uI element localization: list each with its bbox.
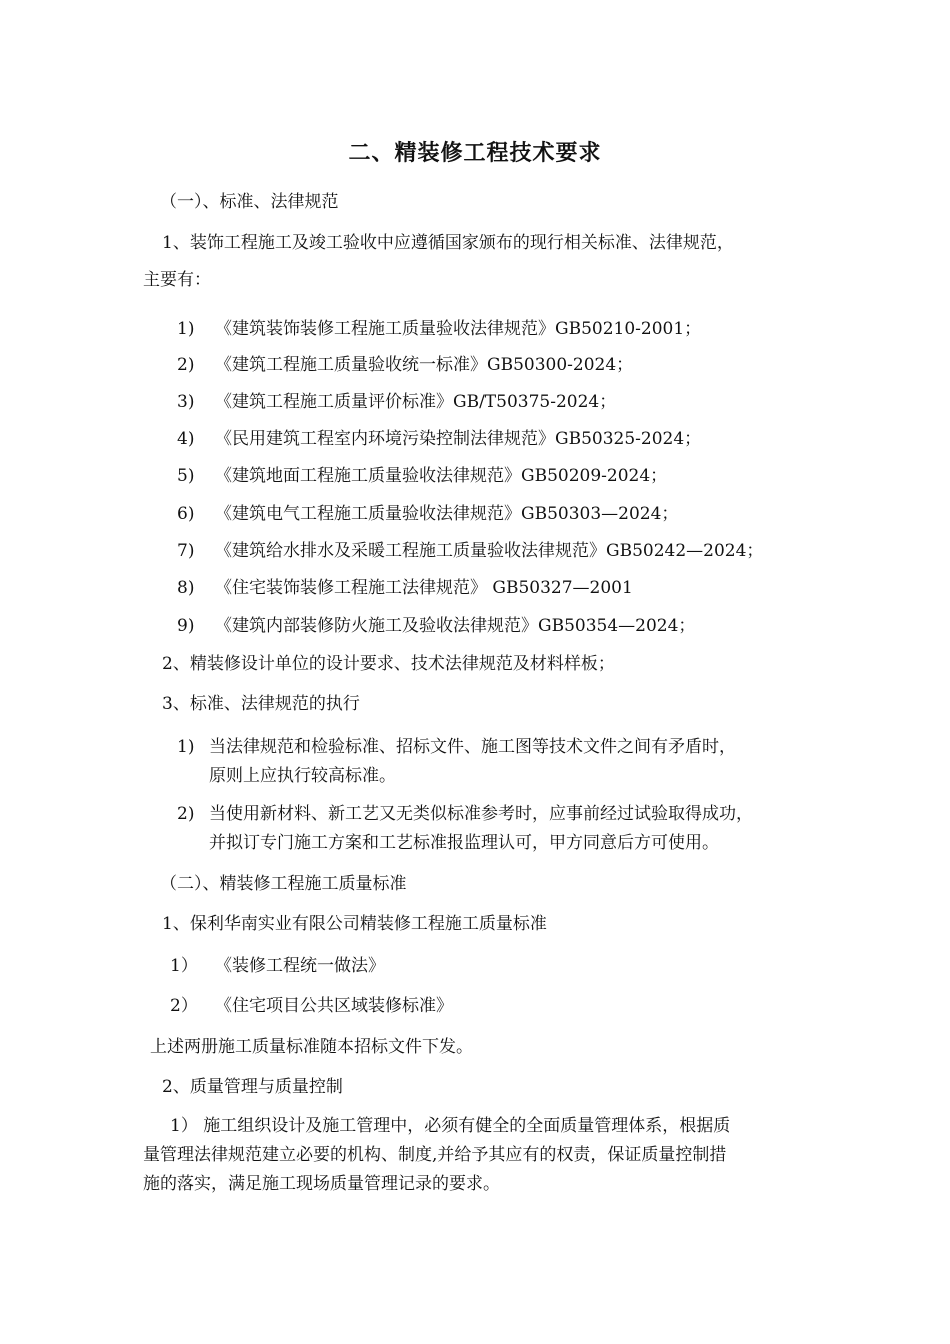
list-text-continuation: 并拟订专门施工方案和工艺标准报监理认可，甲方同意后方可使用。 [209, 833, 719, 853]
list-text-continuation: 原则上应执行较高标准。 [209, 766, 396, 786]
list-item [177, 802, 753, 826]
list-number: 8) [177, 578, 195, 598]
paragraph-poly-standards: 1、保利华南实业有限公司精装修工程施工质量标准 [162, 914, 547, 934]
list-item [177, 390, 616, 414]
list-item [177, 539, 763, 563]
list-number: 9) [177, 616, 195, 636]
paragraph-quality-management-line3: 施的落实，满足施工现场质量管理记录的要求。 [143, 1174, 500, 1194]
list-item [177, 735, 736, 759]
list-item [177, 502, 678, 526]
list-number: 7) [177, 541, 195, 561]
list-number: 4) [177, 429, 195, 449]
paragraph-quality-management-heading: 2、质量管理与质量控制 [162, 1077, 343, 1097]
section-heading-quality: （二）、精装修工程施工质量标准 [160, 874, 407, 894]
list-text: 《住宅项目公共区域装修标准》 [215, 996, 453, 1016]
list-item [170, 954, 385, 978]
list-item [177, 614, 695, 638]
list-number: 1） [170, 956, 198, 976]
paragraph-quality-management-line2: 量管理法律规范建立必要的机构、制度,并给予其应有的权责，保证质量控制措 [143, 1145, 727, 1165]
paragraph-execution-heading: 3、标准、法律规范的执行 [162, 694, 360, 714]
list-item [177, 576, 633, 600]
paragraph-intro-line1: 1、装饰工程施工及竣工验收中应遵循国家颁布的现行相关标准、法律规范， [162, 233, 734, 253]
list-text: 《建筑工程施工质量评价标准》GB/T50375-2024； [215, 392, 617, 412]
list-number: 5) [177, 466, 195, 486]
section-heading-standards: （一）、标准、法律规范 [160, 192, 339, 212]
list-number: 6) [177, 504, 195, 524]
list-text: 《建筑地面工程施工质量验收法律规范》GB50209-2024； [215, 466, 668, 486]
list-item [177, 464, 667, 488]
list-text: 《建筑内部装修防火施工及验收法律规范》GB50354—2024； [215, 616, 696, 636]
page-title: 二、精装修工程技术要求 [348, 141, 602, 166]
list-item [177, 317, 701, 341]
paragraph-distribution-note: 上述两册施工质量标准随本招标文件下发。 [150, 1037, 473, 1057]
list-item [177, 427, 701, 451]
list-text: 《建筑装饰装修工程施工质量验收法律规范》GB50210-2001； [215, 319, 702, 339]
list-number: 3) [177, 392, 195, 412]
list-number: 1) [177, 737, 195, 757]
list-number: 2） [170, 996, 198, 1016]
list-text: 《建筑工程施工质量验收统一标准》GB50300-2024； [215, 355, 634, 375]
list-item [177, 353, 633, 377]
list-text: 《建筑给水排水及采暖工程施工质量验收法律规范》GB50242—2024； [215, 541, 764, 561]
paragraph-design-requirements: 2、精装修设计单位的设计要求、技术法律规范及材料样板； [162, 654, 615, 674]
list-text: 《住宅装饰装修工程施工法律规范》 GB50327—2001 [215, 578, 633, 598]
list-number: 2) [177, 355, 195, 375]
paragraph-intro-line2: 主要有： [143, 270, 211, 290]
list-number: 1) [177, 319, 195, 339]
list-text: 当法律规范和检验标准、招标文件、施工图等技术文件之间有矛盾时， [209, 737, 736, 757]
list-item [170, 994, 453, 1018]
list-text: 《民用建筑工程室内环境污染控制法律规范》GB50325-2024； [215, 429, 702, 449]
list-text: 当使用新材料、新工艺又无类似标准参考时，应事前经过试验取得成功， [209, 804, 753, 824]
list-number: 2) [177, 804, 195, 824]
list-text: 《装修工程统一做法》 [215, 956, 385, 976]
paragraph-quality-management-line1: 1） 施工组织设计及施工管理中，必须有健全的全面质量管理体系，根据质 [170, 1116, 731, 1136]
list-text: 《建筑电气工程施工质量验收法律规范》GB50303—2024； [215, 504, 679, 524]
